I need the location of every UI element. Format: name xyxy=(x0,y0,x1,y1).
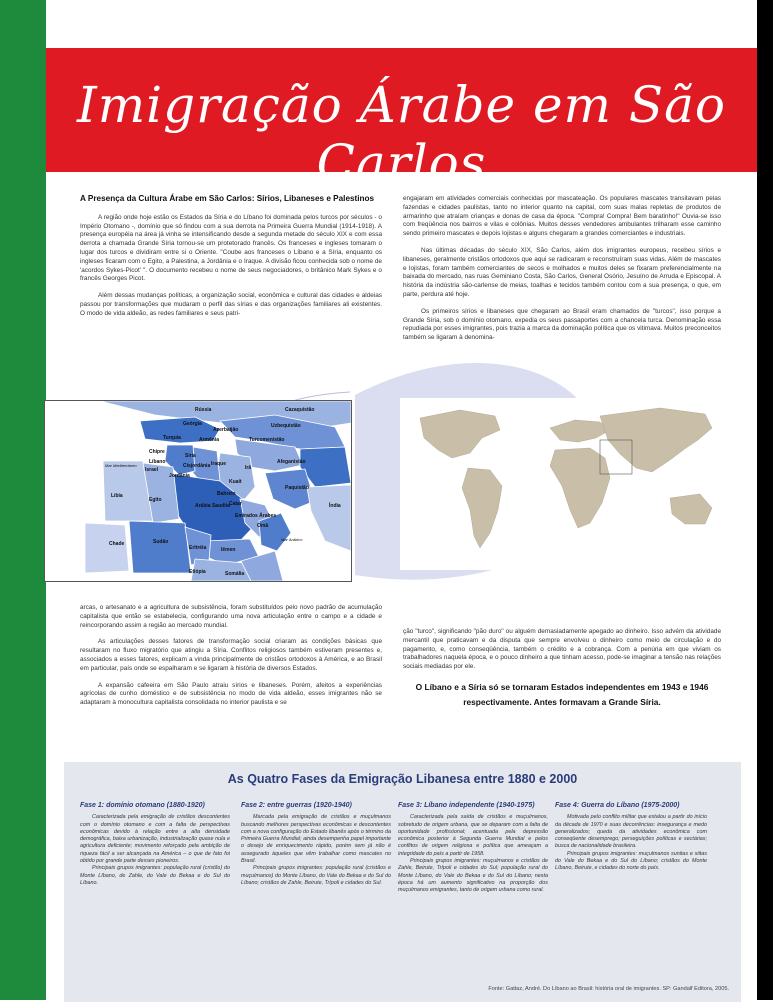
article-column-2 xyxy=(403,195,721,351)
map-label: Iraque xyxy=(211,461,227,467)
middle-east-map xyxy=(44,400,352,582)
map-label: Mar Mediterrâneo xyxy=(105,463,137,468)
paragraph: Nas últimas décadas do século XIX, São Carlos, além dos imigrantes europeus, recebeu sírios e libaneses, geralmente cristãos ortodoxos que aqui se radicaram e reconstruíram suas vidas. Além de mascates e lojistas, foram também comerciantes de secos e molhados e muitos deles se fixaram preferencialmente na baixada do mercado, nas ruas Geminiano Costa, São Carlos, General Osório, Jesuíno de Arruda e Episcopal. A história da indústria são-carlense de meias, toalhas e tecidos também contou com a sua presença, o que, em parte, perdura até hoje. xyxy=(403,246,721,298)
world-map xyxy=(400,398,720,570)
map-label: Omã xyxy=(257,523,269,529)
map-label: Líbia xyxy=(111,493,123,499)
phase-groups: Principais grupos imigrantes: muçulmanos e cristãos de Zahle, Beirute, Trípoli e cidades do Sul; população rural do Monte Líbano, do Vale do Bekaa e do Sul do Líbano; nesta época há um aumento significativo na proporção dos muçulmanos emigrantes, tanto de origem urbana como rural. xyxy=(398,858,548,894)
map-label: Sudão xyxy=(153,539,169,545)
paragraph: ção "turco", significando "pão duro" ou alguém demasiadamente apegado ao dinheiro. Isso advém da atividade mercantil que praticavam e da disputa que sempre envolveu o dinheiro como meio de circulação e do pagamento, e, como conseqüência, também o crédito e a cobrança. Com a penúria em que viviam os trabalhadores naquela época, e o pouco dinheiro a que tinham acesso, pode-se imaginar a tensão nas relações sociais mediadas por ele. xyxy=(403,628,721,671)
paragraph: A expansão cafeeira em São Paulo atraiu sírios e libaneses. Porém, afeitos a experiências agrícolas de cunho doméstico e de subsistência no modo de vida aldeão, esses imigrantes não se adaptaram à monocultura capitalista consolidada no interior paulista e se xyxy=(80,681,382,707)
map-label: Bahrein xyxy=(217,491,236,497)
map-label: Irã xyxy=(245,465,252,471)
map-label: Cazaquistão xyxy=(285,407,315,413)
article-column-1 xyxy=(80,195,382,327)
paragraph: As articulações desses fatores de transformação social criaram as condições básicas que resultaram no fluxo migratório que atingiu a Síria. Conflitos religiosos também estiveram presentes e, associados a esses fatores, explicam a vinda principalmente de cristãos ortodoxos à América, e ao Brasil em particular, país onde se espalharam e se ligaram à história de diversos Estados. xyxy=(80,638,382,672)
map-label: Etiópia xyxy=(189,569,206,575)
phase-title: Fase 4: Guerra do Líbano (1975-2000) xyxy=(555,802,680,809)
article-heading: A Presença da Cultura Árabe em São Carlos: Sírios, Libaneses e Palestinos xyxy=(80,194,375,203)
phases-panel xyxy=(64,762,741,1002)
map-label: Azerbaijão xyxy=(213,427,239,433)
map-label: Cisjordânia xyxy=(183,463,211,469)
phase-3 xyxy=(398,802,548,895)
top-margin xyxy=(46,0,757,48)
map-label: Geórgia xyxy=(183,421,202,427)
map-label: Somália xyxy=(225,571,245,577)
phase-title: Fase 1: domínio otomano (1880-1920) xyxy=(80,802,205,809)
map-label: Turcomenistão xyxy=(249,437,285,443)
map-label: Jordânia xyxy=(169,473,190,479)
phase-text: Marcada pela emigração de cristãos e muçulmanos buscando melhores perspectivas econômicas e descontentes com a nova configuração do Estado libanês após o término da Primeira Guerra Mundial; ainda desempenha papel importante o desejo de enriquecimento rápido, porém sem já não é assegurado àqueles que vêm trabalhar como mascates no Brasil. xyxy=(241,814,391,865)
map-label: Iêmen xyxy=(221,547,236,553)
highlight-quote: O Líbano e a Síria só se tornaram Estados independentes em 1943 e 1946 respectivamente. Antes formavam a Grande Síria. xyxy=(415,682,709,707)
phase-groups: Principais grupos imigrantes: população rural (cristãos e muçulmanos) do Monte Líbano, do Vale do Bekaa e do Sul do Líbano; cristãos de Zahle, Beirute, Trípoli e cidades do Sul. xyxy=(241,865,391,886)
black-stripe xyxy=(757,0,773,1000)
phase-groups: Principais grupos imigrantes: população rural (cristãs) do Monte Líbano, de Zahle, do Vale do Bekaa e do Sul do Líbano. xyxy=(80,865,230,886)
map-label: Chade xyxy=(109,541,125,547)
phase-groups: Principais grupos imigrantes: muçulmanos sunitas e xiitas do Vale do Bekaa e do Sul do Líbano; cristãos do Monte Líbano, Beirute, e cidades do norte do país. xyxy=(555,850,707,872)
map-label: Kuait xyxy=(229,479,242,485)
map-label: Armênia xyxy=(199,437,220,443)
phases-title: As Quatro Fases da Emigração Libanesa entre 1880 e 2000 xyxy=(227,772,578,786)
paragraph: Os primeiros sírios e libaneses que chegaram ao Brasil eram chamados de "turcos", isso porque a Grande Síria, sob o domínio otomano, expedia os seus passaportes com a chancela turca. Denominação essa repudiada por esses imigrantes, pois trazia a marca da dominação política que os vitimava. Muitos preconceitos também se ligaram à denomina- xyxy=(403,307,721,342)
map-label: Uzbequistão xyxy=(271,423,301,429)
map-label: Israel xyxy=(145,467,159,473)
map-label: Arábia Saudita xyxy=(195,503,231,509)
phase-2 xyxy=(241,802,391,887)
paragraph: Além dessas mudanças políticas, a organização social, econômica e cultural das cidades e aldeias passou por transformações que mudaram o perfil das sírias e das organizações familiares ali existentes. O modo de vida aldeão, as redes familiares e seus patri- xyxy=(80,292,382,317)
phase-1 xyxy=(80,802,230,887)
map-label: Chipre xyxy=(149,449,165,455)
page-title: Imigração Árabe em São Carlos xyxy=(76,76,727,192)
map-label: Afeganistão xyxy=(277,459,306,465)
article-column-4 xyxy=(403,628,721,680)
phase-title: Fase 3: Líbano independente (1940-1975) xyxy=(398,802,535,809)
phase-text: Caracterizada pela emigração de cristãos descontentes com o domínio otomano e com a falta de perspectivas econômicas devido à relação entre a alta densidade demográfica, baixa urbanização, industrialização quase nula e agricultura deficiente; movimento reforçado pela ambição de riqueza fácil a ser alcançada na América – o que de fato foi obtido por grande parte desses pioneiros. xyxy=(80,814,230,865)
phase-text: Caracterizada pela saída de cristãos e muçulmanos, sobretudo de origem urbana, que se deparam com a falta de oportunidade profissional; acentuada pela depressão econômica posterior à Segunda Guerra Mundial e pelos conflitos de origem religiosa e política que ameaçam a integridade do país a partir de 1958. xyxy=(398,814,548,857)
article-column-3 xyxy=(80,604,382,716)
green-stripe xyxy=(0,0,46,1000)
map-label: Paquistão xyxy=(285,485,309,491)
title-banner xyxy=(46,48,757,192)
map-label: Síria xyxy=(185,453,196,459)
map-label: Mar Arábico xyxy=(281,537,303,542)
map-label: Índia xyxy=(329,503,341,509)
map-label: Catar xyxy=(229,501,242,507)
map-label: Egito xyxy=(149,497,162,503)
phase-text: Motivada pelo conflito militar que estalou a partir do início da década de 1970 e suas decorrências: insegurança e medo generalizados; queda da atividades econômica com conseqüente desemprego; perseguições políticas e sectárias; busca de nacionalidade brasileira. xyxy=(555,814,707,850)
map-label: Emirados Árabes xyxy=(235,513,277,519)
map-label: Eritréia xyxy=(189,545,207,551)
phase-4 xyxy=(555,802,707,873)
map-label: Líbano xyxy=(149,459,166,465)
paragraph: A região onde hoje estão os Estados da Síria e do Líbano foi dominada pelos turcos por séculos - o Império Otomano -, domínio que só findou com a sua derrota na Primeira Guerra Mundial (1914-1918). A presença européia na área já vinha se intensificando desde a segunda metade do século XIX e com essa derrota a chamada Grande Síria tornou-se um protetorado francês. Os franceses e ingleses tomaram o lugar dos turcos e dividiram entre si o Oriente. "Coube aos franceses o Líbano e a Síria, enquanto os ingleses ficaram com o Egito, a Palestina, a Jordânia e o Iraque. A divisão ficou conhecida sob o nome de 'acordos Sykes-Picot' ". O documento recebeu o nome de seus negociadores, o britânico Mark Sykes e o francês Georges Picot. xyxy=(80,213,382,283)
paragraph: engajaram em atividades comerciais conhecidas por mascateação. Os populares mascates transitavam pelas fazendas e cidades paulistas, tanto no interior quanto na capital, com suas malas repletas de produtos de armarinho que atraíam crianças e donas de casa da época. "Compra! Compra! Bem baratinho!" Ouvia-se isso com freqüência nos bairros e vilas e colônias. Muitos desses vendedores ambulantes trilharam esse caminho sendo primeiro mascates e depois lojistas e alguns chegaram a grandes comerciantes e industriais. xyxy=(403,195,721,238)
map-label: Turquia xyxy=(163,435,181,441)
map-label: Rússia xyxy=(195,407,212,413)
source-note: Fonte: Gattaz, André. Do Líbano ao Brasil: história oral de imigrantes. SP: Gandalf Editora, 2005. xyxy=(488,986,729,992)
paragraph: arcas, o artesanato e a agricultura de subsistência, foram substituídos pelo novo padrão de acumulação capitalista que então se estabelecia, configurando uma nova articulação entre o campo e a cidade e reincorporando assim a região ao mercado mundial. xyxy=(80,604,382,629)
phase-title: Fase 2: entre guerras (1920-1940) xyxy=(241,802,352,809)
